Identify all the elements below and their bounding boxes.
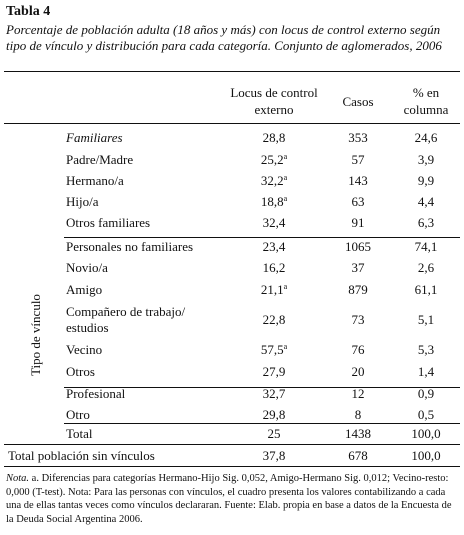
row-casos-cell: 8 [354,407,362,422]
total-rule [4,444,460,445]
header-pct-line1: % en [412,85,440,100]
row-label: Otros [66,364,95,379]
significance-marker: a [283,194,288,203]
row-pct-cell: 5,3 [417,342,435,357]
header-locus [224,84,324,118]
row-locus-cell [224,312,324,327]
row-locus-cell [224,260,324,275]
row-label: Otro [66,407,90,422]
row-locus-cell [224,194,324,209]
row-locus-cell [224,152,324,167]
row-locus-cell [224,386,324,401]
row-pct-cell: 61,1 [414,282,438,297]
locus-value: 32,4 [262,215,286,230]
total-row-label: Total población sin vínculos [8,448,155,463]
row-label: Total [66,426,93,441]
row-group-label: Tipo de vínculo [28,294,43,376]
significance-marker: a [283,173,288,182]
row-locus-cell [224,407,324,422]
significance-marker: a [283,282,288,291]
note-text: a. Diferencias para categorías Hermano-Hijo Sig. 0,052, Amigo-Hermano Sig. 0,012; Vecino-resto: 0,000 (T-test). Nota: Para las personas con vínculos, el cuadro presenta los valores contabilizando a cada una de ellas tantas veces como vínculos declararan. Fuente: Elab. propia en base a datos de la Encuesta de la Deuda Social Argentina 2006. [6,473,452,525]
row-pct-cell: 9,9 [417,173,435,188]
row-casos-cell: 73 [351,312,365,327]
locus-value: 22,8 [262,312,286,327]
row-label: Novio/a [66,260,108,275]
row-label: Otros familiares [66,215,151,230]
locus-value: 21,1 [260,282,284,297]
row-pct-cell: 100,0 [411,426,441,441]
note-prefix: Nota. [6,473,30,484]
row-label: Amigo [66,282,103,297]
row-label: Padre/Madre [66,152,134,167]
row-casos-cell: 1438 [345,426,371,441]
row-casos-cell: 37 [351,260,365,275]
row-casos-cell: 76 [351,342,365,357]
group-rule-1 [64,237,460,238]
header-bottom-rule [4,123,460,124]
row-pct-cell: 74,1 [414,239,438,254]
row-casos-cell: 143 [348,173,368,188]
locus-value: 23,4 [262,239,286,254]
row-pct-cell: 3,9 [417,152,435,167]
group-rule-2 [64,387,460,388]
locus-value: 28,8 [262,130,286,145]
row-locus-cell [224,282,324,297]
header-pct [396,84,456,118]
row-casos-cell: 12 [351,386,365,401]
group-rule-3 [64,423,460,424]
header-casos: Casos [342,94,374,109]
row-label: Profesional [66,386,126,401]
row-pct-cell: 4,4 [417,194,435,209]
row-label: Personales no familiares [66,239,194,254]
locus-value: 29,8 [262,407,286,422]
header-locus-line1: Locus de control [230,85,318,100]
row-pct-cell: 1,4 [417,364,435,379]
locus-value: 18,8 [260,194,284,209]
table-bottom-rule [4,466,460,467]
header-top-rule [4,71,460,72]
significance-marker: a [283,152,288,161]
total-row-pct: 100,0 [411,448,441,463]
row-locus-cell [224,239,324,254]
row-casos-cell: 57 [351,152,365,167]
row-pct-cell: 0,5 [417,407,435,422]
row-locus-cell [224,130,324,145]
row-casos-cell: 20 [351,364,365,379]
row-casos-cell: 63 [351,194,365,209]
locus-value: 57,5 [260,342,284,357]
header-pct-line2: columna [403,102,449,117]
row-pct-cell: 6,3 [417,215,435,230]
total-row-casos: 678 [348,448,368,463]
locus-value: 16,2 [262,260,286,275]
row-label: Familiares [66,130,123,145]
row-label-line2: estudios [66,320,109,335]
row-casos-cell: 879 [348,282,368,297]
row-pct-cell: 24,6 [414,130,438,145]
table-caption: Porcentaje de población adulta (18 años y más) con locus de control externo según tipo de vínculo y distribución para cada categoría. Conjunto de aglomerados, 2006 [6,22,442,53]
row-casos-cell: 1065 [345,239,371,254]
row-pct-cell: 2,6 [417,260,435,275]
row-pct-cell: 0,9 [417,386,435,401]
row-locus-cell [224,215,324,230]
row-locus-cell [224,364,324,379]
locus-value: 32,2 [260,173,284,188]
locus-value: 32,7 [262,386,286,401]
row-locus-cell [224,426,324,441]
header-locus-line2: externo [254,102,294,117]
row-label: Compañero de trabajo/ [66,304,186,319]
table-notes [6,472,460,526]
significance-marker: a [283,342,288,351]
row-label: Hijo/a [66,194,99,209]
row-locus-cell [224,342,324,357]
row-label: Hermano/a [66,173,124,188]
locus-value: 25 [267,426,281,441]
row-casos-cell: 353 [348,130,368,145]
row-pct-cell: 5,1 [417,312,435,327]
locus-value: 27,9 [262,364,286,379]
row-casos-cell: 91 [351,215,365,230]
table-title: Tabla 4 [6,4,51,19]
locus-value: 25,2 [260,152,284,167]
row-locus-cell [224,173,324,188]
row-label: Vecino [66,342,103,357]
total-row-locus: 37,8 [262,448,286,463]
